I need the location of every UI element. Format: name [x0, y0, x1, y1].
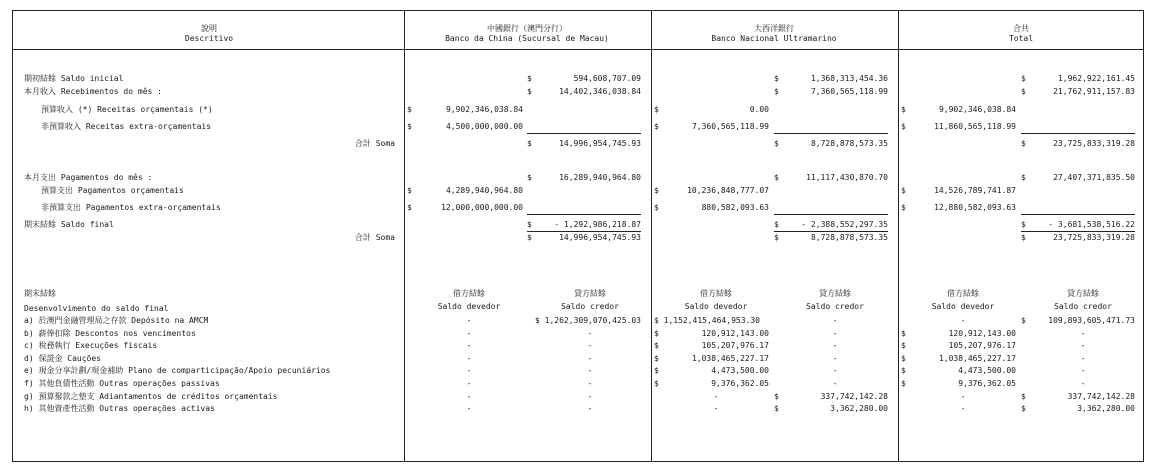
header-total-cn: 合共 — [1013, 24, 1029, 33]
row-label: 期末結餘 Saldo final — [24, 220, 114, 229]
total-credit-value: - — [1080, 366, 1086, 375]
currency-symbol: $ — [774, 87, 779, 96]
bnu-debit-value: 1,038,465,227.17 — [691, 354, 769, 363]
bnu-credit-value: 337,742,142.28 — [820, 392, 888, 401]
bnu-debit-value: 4,473,500.00 — [711, 366, 769, 375]
header-desc-cn: 說明 — [201, 24, 217, 33]
currency-symbol: $ — [1021, 233, 1026, 242]
total-debit-value: 4,473,500.00 — [958, 366, 1016, 375]
sum-underline — [774, 214, 888, 215]
amount-value: 23,725,833,319.28 — [1053, 139, 1135, 148]
currency-symbol: $ — [901, 203, 906, 212]
currency-symbol: $ — [407, 186, 412, 195]
amount-value: - 3,681,538,516.22 — [1048, 220, 1135, 229]
currency-symbol: $ — [1021, 87, 1026, 96]
amount-value: 14,526,789,741.87 — [934, 186, 1016, 195]
boc-credit-value: - — [587, 404, 593, 413]
currency-symbol: $ — [1021, 316, 1026, 325]
currency-symbol: $ — [901, 186, 906, 195]
row-label: 合計 Soma — [354, 233, 395, 242]
amount-value: 9,902,346,038.84 — [938, 105, 1016, 114]
boc-credit-value: - — [587, 379, 593, 388]
sum-underline — [527, 231, 641, 232]
amount-value: 12,880,582,093.63 — [934, 203, 1016, 212]
amount-value: 4,500,000,000.00 — [445, 122, 523, 131]
amount-value: 14,996,954,745.93 — [559, 233, 641, 242]
header-bnu-cn: 大西洋銀行 — [754, 24, 794, 33]
sum-underline — [1021, 133, 1135, 134]
currency-symbol: $ — [1021, 404, 1026, 413]
boc-credit-value: - — [587, 392, 593, 401]
col-divider — [404, 11, 405, 461]
sum-underline — [527, 133, 641, 134]
header-total-pt: Total — [1008, 34, 1034, 43]
amount-value: 10,236,848,777.07 — [687, 186, 769, 195]
currency-symbol: $ — [654, 203, 659, 212]
currency-symbol: $ — [1021, 220, 1026, 229]
currency-symbol: $ — [407, 122, 412, 131]
detail-label: e) 現金分享計劃/現金補助 Plano de comparticipação/Apoio pecuniários — [24, 366, 331, 375]
currency-symbol: $ — [1021, 74, 1026, 83]
currency-symbol: $ — [527, 173, 532, 182]
amount-value: 1,368,313,454.36 — [810, 74, 888, 83]
currency-symbol: $ — [654, 329, 659, 338]
amount-value: 0.00 — [749, 105, 769, 114]
boc-debit-value: - — [466, 354, 472, 363]
header-boc-pt: Banco da China (Sucursal de Macau) — [445, 34, 609, 43]
currency-symbol: $ — [774, 173, 779, 182]
amount-value: 8,728,878,573.35 — [810, 233, 888, 242]
boc-credit-value: - — [587, 366, 593, 375]
total-debit-pt: Saldo devedor — [931, 302, 995, 311]
currency-symbol: $ — [774, 220, 779, 229]
boc-debit-value: - — [466, 404, 472, 413]
boc-debit-value: - — [466, 316, 472, 325]
boc-debit-value: - — [466, 341, 472, 350]
boc-debit-cn: 借方結餘 — [453, 289, 485, 298]
header-divider — [13, 49, 1143, 50]
bnu-credit-value: - — [832, 329, 838, 338]
currency-symbol: $ — [654, 122, 659, 131]
currency-symbol: $ — [774, 74, 779, 83]
row-label: 本月收入 Recebimentos do mês : — [24, 87, 162, 96]
currency-symbol: $ — [654, 366, 659, 375]
col-divider — [898, 11, 899, 461]
bnu-debit-value: - — [713, 392, 719, 401]
bnu-debit-cn: 借方結餘 — [700, 289, 732, 298]
boc-debit-value: - — [466, 329, 472, 338]
currency-symbol: $ — [1021, 173, 1026, 182]
total-debit-cn: 借方結餘 — [947, 289, 979, 298]
detail-label: a) 於澳門金融管理局之存款 Depósito na AMCM — [24, 316, 209, 325]
amount-value: 4,289,940,964.80 — [445, 186, 523, 195]
header-desc-pt: Descritivo — [184, 34, 234, 43]
currency-symbol: $ — [901, 329, 906, 338]
total-debit-value: - — [960, 404, 966, 413]
total-credit-value: 109,893,605,471.73 — [1048, 316, 1135, 325]
bnu-debit-value: 9,376,362.05 — [711, 379, 769, 388]
total-debit-value: 120,912,143.00 — [948, 329, 1016, 338]
amount-value: - 1,292,986,218.87 — [554, 220, 641, 229]
row-label: 非預算支出 Pagamentos extra-orçamentais — [41, 203, 221, 212]
amount-value: 8,728,878,573.35 — [810, 139, 888, 148]
row-label: 本月支出 Pagamentos do mês : — [24, 173, 153, 182]
bnu-credit-pt: Saldo credor — [806, 302, 864, 311]
currency-symbol: $ — [527, 87, 532, 96]
currency-symbol: $ — [654, 354, 659, 363]
amount-value: - 2,388,552,297.35 — [801, 220, 888, 229]
total-debit-value: - — [960, 392, 966, 401]
bnu-debit-value: - — [713, 404, 719, 413]
amount-value: 11,860,565,118.99 — [934, 122, 1016, 131]
total-debit-value: - — [960, 316, 966, 325]
currency-symbol: $ — [527, 74, 532, 83]
amount-value: 7,360,565,118.99 — [691, 122, 769, 131]
bnu-credit-value: - — [832, 379, 838, 388]
currency-symbol: $ — [654, 105, 659, 114]
total-credit-value: 337,742,142.28 — [1067, 392, 1135, 401]
detail-label: g) 預算撥款之墊支 Adiantamentos de créditos orçamentais — [24, 392, 278, 401]
currency-symbol: $ — [407, 105, 412, 114]
statement-table — [12, 10, 1144, 462]
amount-value: 14,996,954,745.93 — [559, 139, 641, 148]
total-debit-value: 9,376,362.05 — [958, 379, 1016, 388]
header-boc-cn: 中國銀行（澳門分行） — [487, 24, 567, 33]
bnu-debit-value: $ 1,152,415,464,953.30 — [654, 316, 760, 325]
total-credit-pt: Saldo credor — [1054, 302, 1112, 311]
currency-symbol: $ — [527, 233, 532, 242]
currency-symbol: $ — [901, 122, 906, 131]
bnu-credit-value: - — [832, 366, 838, 375]
amount-value: 14,402,346,038.84 — [559, 87, 641, 96]
row-label: 預算支出 Pagamentos orçamentais — [41, 186, 184, 195]
boc-debit-value: - — [466, 366, 472, 375]
total-credit-value: 3,362,280.00 — [1077, 404, 1135, 413]
total-debit-value: 105,207,976.17 — [948, 341, 1016, 350]
boc-credit-pt: Saldo credor — [561, 302, 619, 311]
total-credit-value: - — [1080, 329, 1086, 338]
sum-underline — [774, 231, 888, 232]
bnu-debit-value: 105,207,976.17 — [701, 341, 769, 350]
currency-symbol: $ — [527, 220, 532, 229]
detail-label: c) 稅務執行 Execuções fiscais — [24, 341, 158, 350]
currency-symbol: $ — [774, 392, 779, 401]
detail-label: d) 保證金 Cauções — [24, 354, 101, 363]
currency-symbol: $ — [654, 186, 659, 195]
currency-symbol: $ — [901, 354, 906, 363]
boc-credit-value: - — [587, 341, 593, 350]
sum-underline — [774, 133, 888, 134]
section2-title-cn: 期末結餘 — [24, 289, 56, 298]
total-debit-value: 1,038,465,227.17 — [938, 354, 1016, 363]
row-label: 非預算收入 Receitas extra-orçamentais — [41, 122, 212, 131]
section2-title-pt: Desenvolvimento do saldo final — [24, 304, 169, 313]
total-credit-cn: 貸方結餘 — [1067, 289, 1099, 298]
total-credit-value: - — [1080, 354, 1086, 363]
amount-value: 594,608,707.09 — [573, 74, 641, 83]
sum-underline — [1021, 231, 1135, 232]
sum-underline — [1021, 214, 1135, 215]
boc-credit-value: - — [587, 354, 593, 363]
header-bnu-pt: Banco Nacional Ultramarino — [711, 34, 837, 43]
bnu-credit-cn: 貸方結餘 — [819, 289, 851, 298]
currency-symbol: $ — [774, 139, 779, 148]
currency-symbol: $ — [901, 379, 906, 388]
detail-label: h) 其他資產性活動 Outras operações activas — [24, 404, 215, 413]
bnu-credit-value: - — [832, 316, 838, 325]
currency-symbol: $ — [1021, 139, 1026, 148]
bnu-credit-value: 3,362,280.00 — [830, 404, 888, 413]
amount-value: 16,289,940,964.80 — [559, 173, 641, 182]
bnu-debit-value: 120,912,143.00 — [701, 329, 769, 338]
currency-symbol: $ — [901, 366, 906, 375]
row-label: 期初結餘 Saldo inicial — [24, 74, 124, 83]
amount-value: 880,582,093.63 — [701, 203, 769, 212]
currency-symbol: $ — [901, 105, 906, 114]
amount-value: 12,000,000,000.00 — [441, 203, 523, 212]
currency-symbol: $ — [654, 379, 659, 388]
currency-symbol: $ — [654, 341, 659, 350]
total-credit-value: - — [1080, 379, 1086, 388]
currency-symbol: $ — [774, 233, 779, 242]
total-credit-value: - — [1080, 341, 1086, 350]
currency-symbol: $ — [774, 404, 779, 413]
amount-value: 21,762,911,157.83 — [1053, 87, 1135, 96]
currency-symbol: $ — [901, 341, 906, 350]
bnu-credit-value: - — [832, 341, 838, 350]
boc-credit-value: $ 1,262,309,070,425.03 — [535, 316, 641, 325]
boc-credit-cn: 貸方結餘 — [574, 289, 606, 298]
col-divider — [651, 11, 652, 461]
amount-value: 1,962,922,161.45 — [1057, 74, 1135, 83]
currency-symbol: $ — [1021, 392, 1026, 401]
bnu-debit-pt: Saldo devedor — [684, 302, 748, 311]
row-label: 合計 Soma — [354, 139, 395, 148]
currency-symbol: $ — [527, 139, 532, 148]
detail-label: b) 薪俸扣除 Descontos nos vencimentos — [24, 329, 196, 338]
bnu-credit-value: - — [832, 354, 838, 363]
amount-value: 23,725,833,319.28 — [1053, 233, 1135, 242]
sum-underline — [527, 214, 641, 215]
amount-value: 27,407,371,835.50 — [1053, 173, 1135, 182]
amount-value: 9,902,346,038.84 — [445, 105, 523, 114]
boc-debit-value: - — [466, 392, 472, 401]
currency-symbol: $ — [407, 203, 412, 212]
detail-label: f) 其他負債性活動 Outras operações passivas — [24, 379, 220, 388]
row-label: 預算收入 (*) Receitas orçamentais (*) — [41, 105, 213, 114]
boc-debit-pt: Saldo devedor — [437, 302, 501, 311]
amount-value: 7,360,565,118.99 — [810, 87, 888, 96]
boc-credit-value: - — [587, 329, 593, 338]
boc-debit-value: - — [466, 379, 472, 388]
amount-value: 11,117,430,870.70 — [806, 173, 888, 182]
